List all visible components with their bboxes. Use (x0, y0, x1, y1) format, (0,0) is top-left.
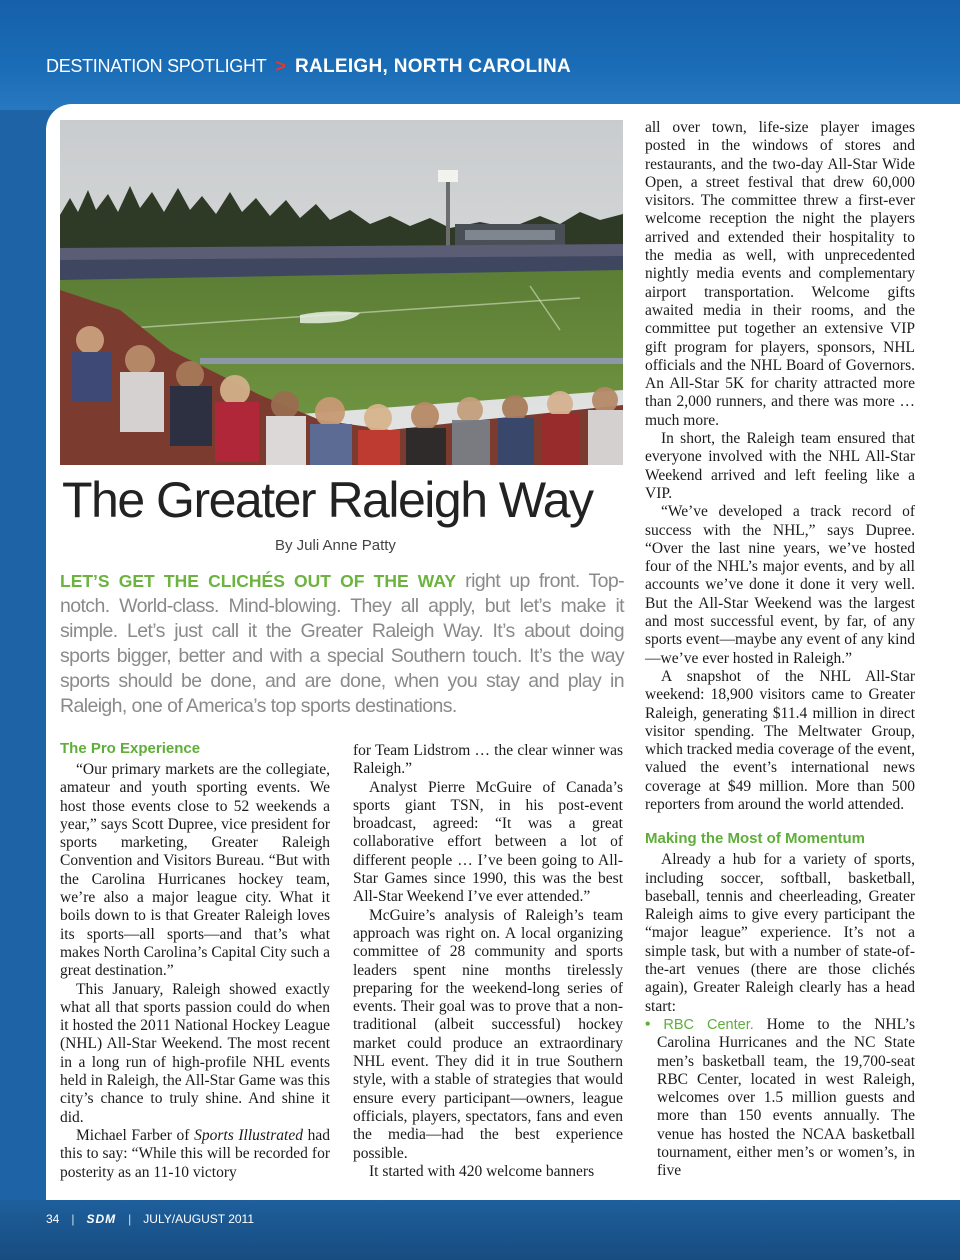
header-band (0, 0, 960, 110)
heading-pro-experience: The Pro Experience (60, 740, 201, 757)
text-run: Michael Farber of (76, 1126, 195, 1144)
heading-momentum: Making the Most of Momentum (645, 830, 865, 848)
header-arrow-icon: > (275, 56, 286, 76)
footer-band (0, 1200, 960, 1260)
text-run: had this to say: “While this will be recorded for posterity as an 11-10 victory (60, 1126, 330, 1181)
paragraph: A snapshot of the NHL All-Star weekend: 18,900 visitors came to Greater Raleigh, generating $11.4 million in direct visitor spending. The Meltwater Group, which tracked media coverage of the event, valued the event’s international news coverage at $49 million. More than 500 reporters from around the world attended. (645, 667, 915, 813)
bullet-icon: • (645, 1015, 651, 1033)
paragraph (60, 1127, 330, 1182)
paragraph: In short, the Raleigh team ensured that everyone involved with the NHL All-Star Weekend arrived and left feeling like a VIP. (645, 430, 915, 502)
bullet-text: Home to the NHL’s Carolina Hurricanes and the NC State men’s basketball team, the 19,700-seat RBC Center, located in west Raleigh, welcomes over 1.5 million guests and more than 150 events annually. The venue has hosted the NCAA basketball tournament, either men’s or women’s, in five (657, 1015, 915, 1180)
paragraph: for Team Lidstrom … the clear winner was Raleigh.” (353, 742, 623, 778)
column-3 (645, 119, 915, 1181)
issue-date: JULY/AUGUST 2011 (143, 1212, 254, 1226)
paragraph: Already a hub for a variety of sports, including soccer, softball, basketball, baseball, tennis and cheerleading, Greater Raleigh aims to give every participant the “major league” experience. It’s not a simple task, but with a number of state-of-the-art venues (there are those clichés again), Greater Raleigh clearly has a head start: (645, 851, 915, 1015)
publication-name: Sports Illustrated (194, 1126, 303, 1144)
paragraph: McGuire’s analysis of Raleigh’s team approach was right on. A local organizing committee of 28 community and sports leaders spent nine months tirelessly preparing for the weekend-long series of events. Their goal was to prove that a non-traditional (albeit successful) hockey market could produce an extraordinary NHL event. They did it in true Southern style, with a stable of strategies that would ensure every participant—owners, league officials, players, spectators, fans and even the media—had the best experience possible. (353, 906, 623, 1162)
page-number: 34 (46, 1212, 60, 1226)
lead-text: right up front. Top-notch. World-class. Mind-blowing. They all apply, but let’s make it simple. Let’s just call it the Greater Raleigh Way. It’s about doing sports bigger, better and with a special Southern touch. It’s the way sports should be done, and are done, when you stay and play in Raleigh, one of America’s top sports destinations. (60, 570, 625, 717)
stadium-photo (60, 120, 623, 465)
paragraph: all over town, life-size player images posted in the windows of stores and restaurants, and the two-day All-Star Wide Open, a street festival that drew 60,000 visitors. The committee threw a first-ever welcome reception the night the players arrived and extended their hospitality to the media as well, with unprecedented nightly media events and complementary airport transportation. Welcome gifts awaited media in their rooms, and the committee put together an extensive VIP gift program for players, sponsors, NHL officials and the NHL Board of Governors. An All-Star 5K for charity attracted more than 2,000 runners, and there was more … much more. (645, 119, 915, 429)
lead-paragraph (60, 569, 624, 719)
page-footer (46, 1212, 254, 1226)
footer-separator: | (71, 1212, 75, 1226)
column-2 (353, 742, 623, 1181)
footer-separator: | (128, 1212, 132, 1226)
paragraph: It started with 420 welcome banners (369, 1162, 595, 1180)
destination-label: RALEIGH, NORTH CAROLINA (294, 56, 571, 77)
paragraph: Analyst Pierre McGuire of Canada’s sports giant TSN, in his post-event broadcast, agreed: “It was a great collaborative effort between a lot of different people … I’ve been going to All-Star Games since 1990, this was the best All-Star Weekend I’ve ever attended.” (353, 778, 623, 906)
lead-caps: LET’S GET THE CLICHÉS OUT OF THE WAY (60, 571, 457, 591)
section-label: DESTINATION SPOTLIGHT (46, 56, 267, 76)
article-title: The Greater Raleigh Way (62, 472, 593, 528)
article-byline: By Juli Anne Patty (275, 537, 396, 554)
paragraph: “Our primary markets are the collegiate, amateur and youth sporting events. We host those events close to 52 weekends a year,” says Scott Dupree, vice president for sports marketing, Greater Raleigh Convention and Visitors Bureau. “But with the Carolina Hurricanes hockey team, we’re also a major league city. What it boils down to is that Greater Raleigh loves its sports—all sports—and that’s what makes North Carolina’s Capital City such a great destination.” (60, 761, 330, 980)
magazine-logo: SDM (86, 1212, 117, 1226)
bullet-heading: RBC Center. (663, 1016, 754, 1033)
paragraph: “We’ve developed a track record of success with the NHL,” says Dupree. “Over the last nine years, we’ve hosted four of the NHL’s major events, and by all accounts we’ve done it done it very well. But the All-Star Weekend was the largest and most successful event, by far, of any sports event—maybe any event of any kind—we’ve ever hosted in Raleigh.” (645, 503, 915, 667)
section-header (46, 56, 571, 82)
paragraph: This January, Raleigh showed exactly what all that sports passion could do when it hosted the 2011 National Hockey League (NHL) All-Star Weekend. The most recent in a long run of high-profile NHL events held in Raleigh, the All-Star Game was this city’s chance to truly shine. And shine it did. (60, 980, 330, 1126)
column-1 (60, 740, 330, 1182)
list-item (645, 1016, 915, 1181)
